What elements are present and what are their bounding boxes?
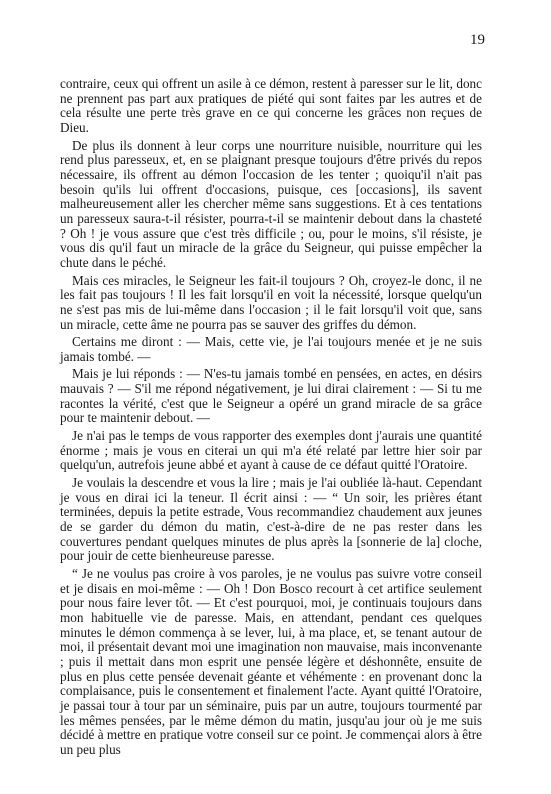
body-text — [60, 77, 482, 761]
paragraph: De plus ils donnent à leur corps une nourriture nuisible, nourriture qui les rend plus paresseux, et, en se plaignant presque toujours d'être privés du repos nécessaire, ils offrent au démon l'occasion de les tenter ; quoiqu'il n'ait pas besoin qu'ils lui offrent d'occasions, puisque, ces [occasions], ils savent malheureusement aller les chercher même sans suggestions. Et à ces tentations un paresseux saura-t-il résister, pourra-t-il se maintenir debout dans la chasteté ? Oh ! je vous assure que c'est très difficile ; ou, pour le moins, s'il résiste, je vous dis qu'il faut un miracle de la grâce du Seigneur, qui puisse empêcher la chute dans le péché. — [60, 137, 482, 270]
paragraph: “ Je ne voulus pas croire à vos paroles, je ne voulus pas suivre votre conseil et je disais en moi-même : — Oh ! Don Bosco recourt à cet artifice seulement pour nous faire lever tôt. — Et c'est pourquoi, moi, je continuais toujours dans mon habituelle vie de paresse. Mais, en attendant, pendant ces quelques minutes le démon commença à se lever, lui, à ma place, et, se tenant autour de moi, il présentait devant moi une imagination non mauvaise, mais inconvenante ; puis il mettait dans mon esprit une pensée légère et déshonnête, ensuite de plus en plus cette pensée devenait géante et véhémente : en provenant donc la complaisance, puis le consentement et finalement l'acte. Ayant quitté l'Oratoire, je passai tour à tour par un séminaire, puis par un autre, toujours tourmenté par les mêmes pensées, par le même démon du matin, jusqu'au jour où je me suis décidé à mettre en pratique votre conseil sur ce point. Je commençai alors à être un peu plus — [60, 566, 482, 757]
page-number: 19 — [470, 32, 485, 48]
paragraph: Je voulais la descendre et vous la lire ; mais je l'ai oubliée là-haut. Cependant je vous en dirai ici la teneur. Il écrit ainsi : — “ Un soir, les prières étant terminées, depuis la petite estrade, Vous recommandiez chaudement aux jeunes de se garder du démon du matin, c'est-à-dire de ne pas rester dans les couvertures pendant quelques minutes de plus après la [sonnerie de la] cloche, pour jouir de cette bienheureuse paresse. — [60, 475, 482, 564]
paragraph: contraire, ceux qui offrent un asile à ce démon, restent à paresser sur le lit, donc ne prennent pas part aux pratiques de piété qui sont faites par les autres et de cela résulte une perte très grave en ce qui concerne les grâces non reçues de Dieu. — [60, 76, 482, 135]
paragraph: Mais ces miracles, le Seigneur les fait-il toujours ? Oh, croyez-le donc, il ne les fait pas toujours ! Il les fait lorsqu'il en voit la nécessité, lorsque quelqu'un ne s'est pas mis de lui-même dans l'occasion ; il le fait lorsqu'il voit que, sans un miracle, cette âme ne pourra pas se sauver des griffes du démon. — [60, 272, 482, 332]
paragraph: Mais je lui réponds : — N'es-tu jamais tombé en pensées, en actes, en désirs mauvais ? — S'il me répond négativement, je lui dirai clairement : — Si tu me racontes la vérité, c'est que le Seigneur a opéré un grand miracle de sa grâce pour te maintenir debout. — — [60, 366, 482, 426]
paragraph: Certains me diront : — Mais, cette vie, je l'ai toujours menée et je ne suis jamais tombé. — — [60, 334, 482, 364]
paragraph: Je n'ai pas le temps de vous rapporter des exemples dont j'aurais une quantité énorme ; mais je vous en citerai un qui m'a été relaté par lettre hier soir par quelqu'un, autrefois jeune abbé et ayant à cause de ce défaut quitté l'Oratoire. — [60, 428, 482, 473]
